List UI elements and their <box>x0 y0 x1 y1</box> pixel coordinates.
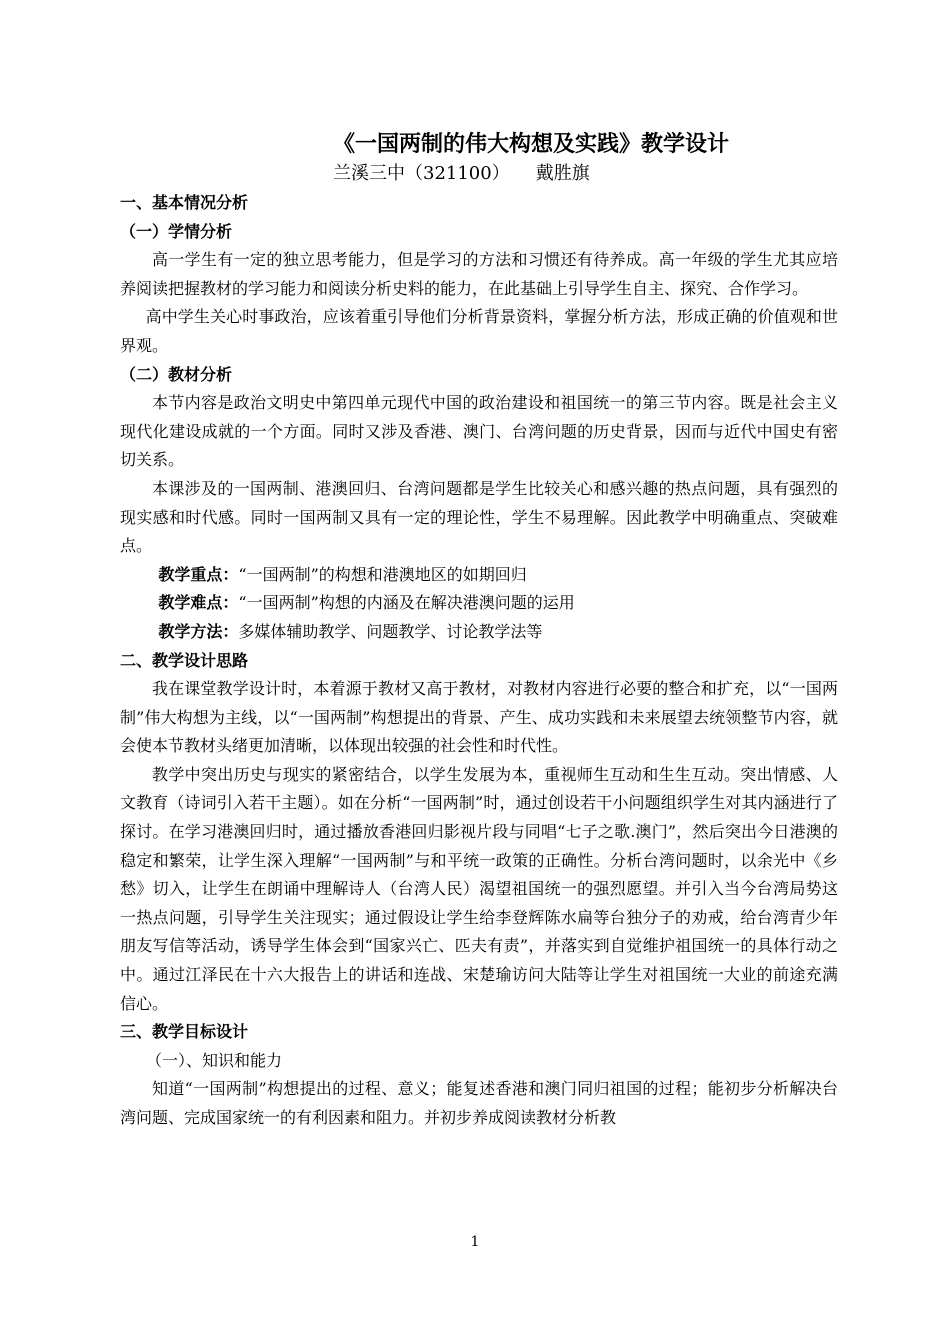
paragraph-student-interest: 高中学生关心时事政治，应该着重引导他们分析背景资料，掌握分析方法，形成正确的价值观和世界观。 <box>120 307 838 355</box>
section-heading-basic-analysis: 一、基本情况分析 <box>120 193 249 212</box>
paragraph-textbook-content: 本节内容是政治文明史中第四单元现代中国的政治建设和祖国统一的第三节内容。既是社会主义现代化建设成就的一个方面。同时又涉及香港、澳门、台湾问题的历史背景，因而与近代中国史有密切关系。 <box>120 393 838 470</box>
teaching-key-point <box>120 561 838 590</box>
teaching-method-label: 教学方法： <box>158 621 239 641</box>
teaching-difficulty <box>120 589 838 618</box>
paragraph-student-ability: 高一学生有一定的独立思考能力，但是学习的方法和习惯还有待养成。高一年级的学生尤其应培养阅读把握教材的学习能力和阅读分析史料的能力，在此基础上引导学生自主、探究、合作学习。 <box>120 250 838 298</box>
section-heading-design-ideas: 二、教学设计思路 <box>120 650 249 670</box>
paragraph-knowledge-ability: 知道“一国两制”构想提出的过程、意义；能复述香港和澳门同归祖国的过程；能初步分析解决台湾问题、完成国家统一的有利因素和阻力。并初步养成阅读教材分析教 <box>120 1079 838 1127</box>
paragraph-design-activities: 教学中突出历史与现实的紧密结合，以学生发展为本，重视师生互动和生生互动。突出情感、人文教育（诗词引入若干主题）。如在分析“一国两制”时，通过创设若干小问题组织学生对其内涵进行了探讨。在学习港澳回归时，通过播放香港回归影视片段与同唱“七子之歌.澳门”，然后突出今日港澳的稳定和繁荣，让学生深入理解“一国两制”与和平统一政策的正确性。分析台湾问题时，以余光中《乡愁》切入，让学生在朗诵中理解诗人（台湾人民）渴望祖国统一的强烈愿望。并引入当今台湾局势这一热点问题，引导学生关注现实；通过假设让学生给李登辉陈水扁等台独分子的劝戒，给台湾青少年朋友写信等活动，诱导学生体会到“国家兴亡、匹夫有责”，并落实到自觉维护祖国统一的具体行动之中。通过江泽民在十六大报告上的讲话和连战、宋楚瑜访问大陆等让学生对祖国统一大业的前途充满信心。 <box>120 764 838 1013</box>
subsection-heading-student-analysis: （一）学情分析 <box>120 221 233 241</box>
teaching-method-text: 多媒体辅助教学、问题教学、讨论教学法等 <box>238 621 543 641</box>
page-number: 1 <box>470 1234 480 1250</box>
teaching-method <box>120 618 838 647</box>
paragraph-design-approach: 我在课堂教学设计时，本着源于教材又高于教材，对教材内容进行必要的整合和扩充，以“一国两制”伟大构想为主线，以“一国两制”构想提出的背景、产生、成功实践和未来展望去统领整节内容，就会使本节教材头绪更加清晰，以体现出较强的社会性和时代性。 <box>120 679 838 756</box>
subsection-heading-textbook-analysis: （二）教材分析 <box>120 364 233 384</box>
subsection-heading-knowledge-ability: （一）、知识和能力 <box>146 1050 283 1070</box>
school-name: 兰溪三中（321100） <box>333 163 510 184</box>
teaching-key-point-label: 教学重点： <box>158 564 239 584</box>
document-title: 《一国两制的伟大构想及实践》教学设计 <box>333 131 730 157</box>
teaching-key-point-text: “一国两制”的构想和港澳地区的如期回归 <box>238 564 527 584</box>
teaching-difficulty-text: “一国两制”构想的内涵及在解决港澳问题的运用 <box>238 593 575 613</box>
section-heading-teaching-goals: 三、教学目标设计 <box>120 1022 249 1042</box>
paragraph-textbook-topics: 本课涉及的一国两制、港澳回归、台湾问题都是学生比较关心和感兴趣的热点问题，具有强烈的现实感和时代感。同时一国两制又具有一定的理论性，学生不易理解。因此教学中明确重点、突破难点。 <box>120 478 838 556</box>
byline <box>333 160 933 188</box>
author-name: 戴胜旗 <box>535 163 590 184</box>
teaching-difficulty-label: 教学难点： <box>158 593 239 613</box>
document-body <box>120 189 838 1133</box>
